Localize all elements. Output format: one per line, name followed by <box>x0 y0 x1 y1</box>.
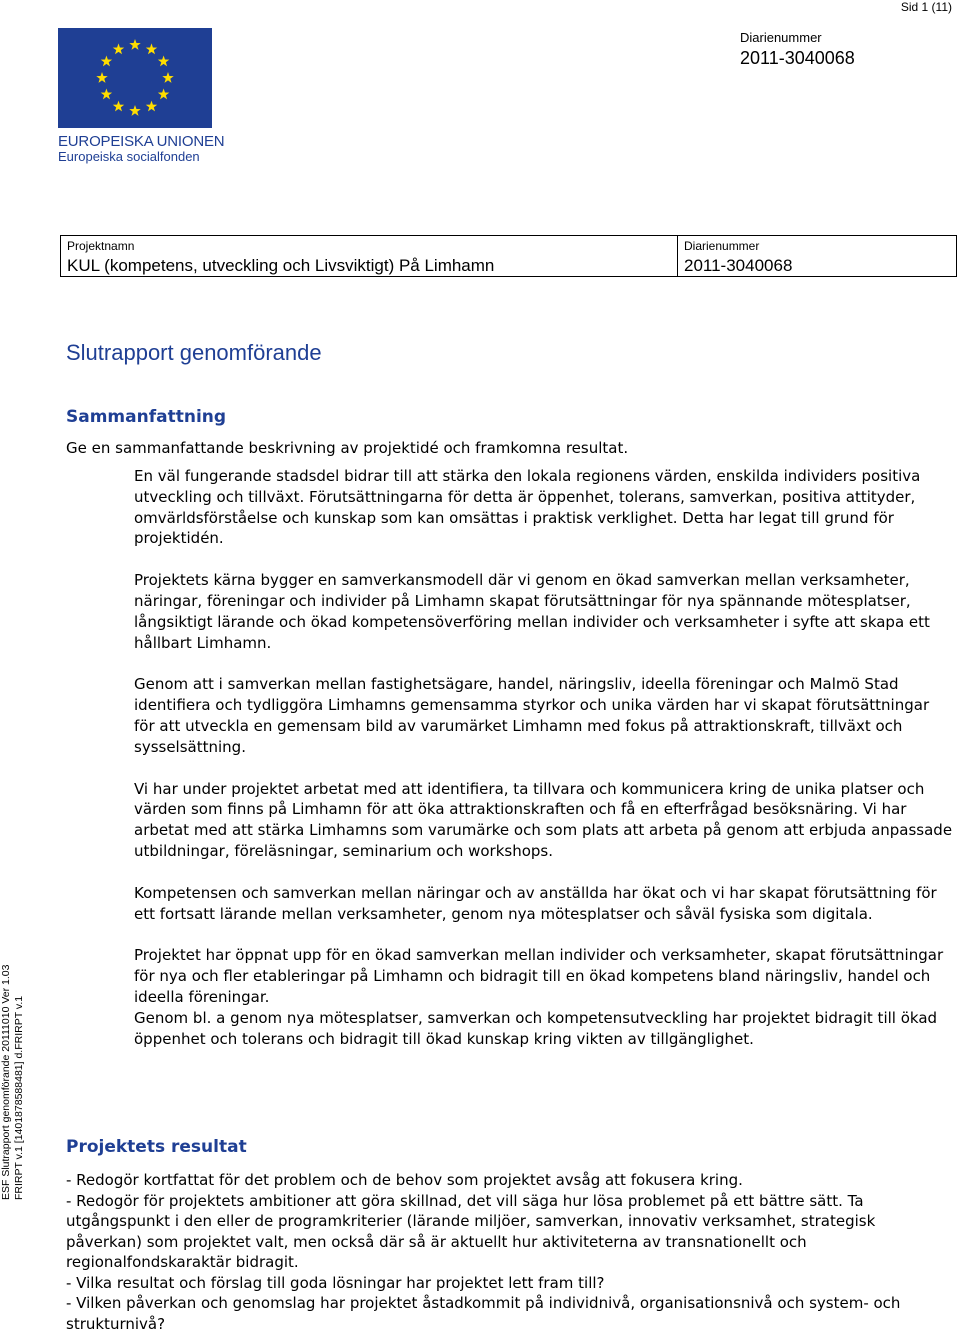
reference-number-label: Diarienummer <box>684 239 760 253</box>
results-list-item: - Vilka resultat och förslag till goda lösningar har projektet lett fram till? <box>66 1273 605 1292</box>
project-name-label: Projektnamn <box>67 239 135 253</box>
reference-number-cell <box>678 236 956 276</box>
reference-number-value: 2011-3040068 <box>684 256 793 275</box>
summary-paragraph: Vi har under projektet arbetat med att identifiera, ta tillvara och kommunicera kring de unika platser och värden som finns på Limhamn för att öka attraktionskraften och få en efterfrågad besöksnäring. Vi har arbetat med att stärka Limhamns som varumärke och som plats att arbeta på genom att erbjuda anpassade utbildningar, föreläsningar, seminarium och workshops. <box>134 779 953 860</box>
project-info-box <box>60 235 957 277</box>
sidebar-line: FRIRPT v.1 [1401878588481] d.FRIRPT v.1 <box>13 995 25 1200</box>
project-name-cell <box>61 236 678 276</box>
eu-logo <box>58 28 225 164</box>
summary-heading: Sammanfattning <box>66 407 227 427</box>
top-reference-value: 2011-3040068 <box>740 48 855 68</box>
summary-instruction: Ge en sammanfattande beskrivning av projektidé och framkomna resultat. <box>66 439 629 457</box>
report-title: Slutrapport genomförande <box>66 340 322 365</box>
summary-body <box>134 466 954 1049</box>
top-reference-block <box>740 30 855 69</box>
page-number: Sid 1 (11) <box>900 0 952 14</box>
results-list <box>66 1170 946 1334</box>
results-heading: Projektets resultat <box>66 1137 247 1157</box>
summary-paragraph: Genom bl. a genom nya mötesplatser, samverkan och kompetensutveckling har projektet bidragit till ökad öppenhet och tolerans och bidragit till ökad kunskap kring vikten av tillgänglighet. <box>134 1008 938 1048</box>
eu-fund-name: Europeiska socialfonden <box>58 149 200 164</box>
eu-union-name: EUROPEISKA UNIONEN <box>58 133 225 150</box>
results-list-item: - Redogör kortfattat för det problem och de behov som projektet avsåg att fokusera kring. <box>66 1171 743 1189</box>
summary-paragraph: Projektets kärna bygger en samverkansmodell där vi genom en ökad samverkan mellan verksamheter, näringar, föreningar och individer på Limhamn skapat förutsättningar för nya spännande mötesplatser, långsiktigt lärande och ökad kompetensöverföring mellan individer och verksamheter i syfte att skapa ett hållbart Limhamn. <box>134 571 930 652</box>
results-list-item: - Redogör för projektets ambitioner att göra skillnad, det vill säga hur lösa problemet på ett bättre sätt. Ta utgångspunkt i den eller de programkriterier (lärande miljöer, samverkan, innovativ verksamhet, strategisk påverkan) som projektet valt, men också där så är aktuellt hur aktiviteterna av transnationellt och regionalfondskaraktär bidragit. <box>66 1191 876 1271</box>
eu-flag-icon <box>58 28 212 128</box>
document-sidebar-code <box>0 860 26 1200</box>
project-name-value: KUL (kompetens, utveckling och Livsviktigt) På Limhamn <box>67 256 495 275</box>
sidebar-line: ESF Slutrapport genomförande 20111010 Ver 1.03 <box>0 964 12 1200</box>
summary-paragraph: Genom att i samverkan mellan fastighetsägare, handel, näringsliv, ideella föreningar och Malmö Stad identifiera och tydliggöra Limhamns gemensamma styrkor och unika värden har vi skapat förutsättningar för att utveckla en gemensam bild av varumärket Limhamn med fokus på attraktionskraft, tillväxt och sysselsättning. <box>134 675 930 756</box>
summary-paragraph: Projektet har öppnat upp för en ökad samverkan mellan individer och verksamheter, skapat förutsättningar för nya och fler etableringar på Limhamn och bidragit till en ökad kompetens bland näringsliv, handel och ideella föreningar. <box>134 946 944 1006</box>
results-list-item: - Vilken påverkan och genomslag har projektet åstadkommit på individnivå, organisationsnivå och system- och strukturnivå? <box>66 1294 901 1333</box>
summary-paragraph: En väl fungerande stadsdel bidrar till att stärka den lokala regionens värden, enskilda individers positiva utveckling och tillväxt. Förutsättningarna för detta är öppenhet, tolerans, samverkan, positiva attityder, omvärldsförståelse och kunskap som kan omsättas i praktisk verklighet. Detta har legat till grund för projektidén. <box>134 467 921 548</box>
top-reference-label: Diarienummer <box>740 30 822 45</box>
summary-paragraph: Kompetensen och samverkan mellan näringar och av anställda har ökat och vi har skapat förutsättning för ett fortsatt lärande mellan verksamheter, genom nya mötesplatser och såväl fysiska som digitala. <box>134 883 937 923</box>
